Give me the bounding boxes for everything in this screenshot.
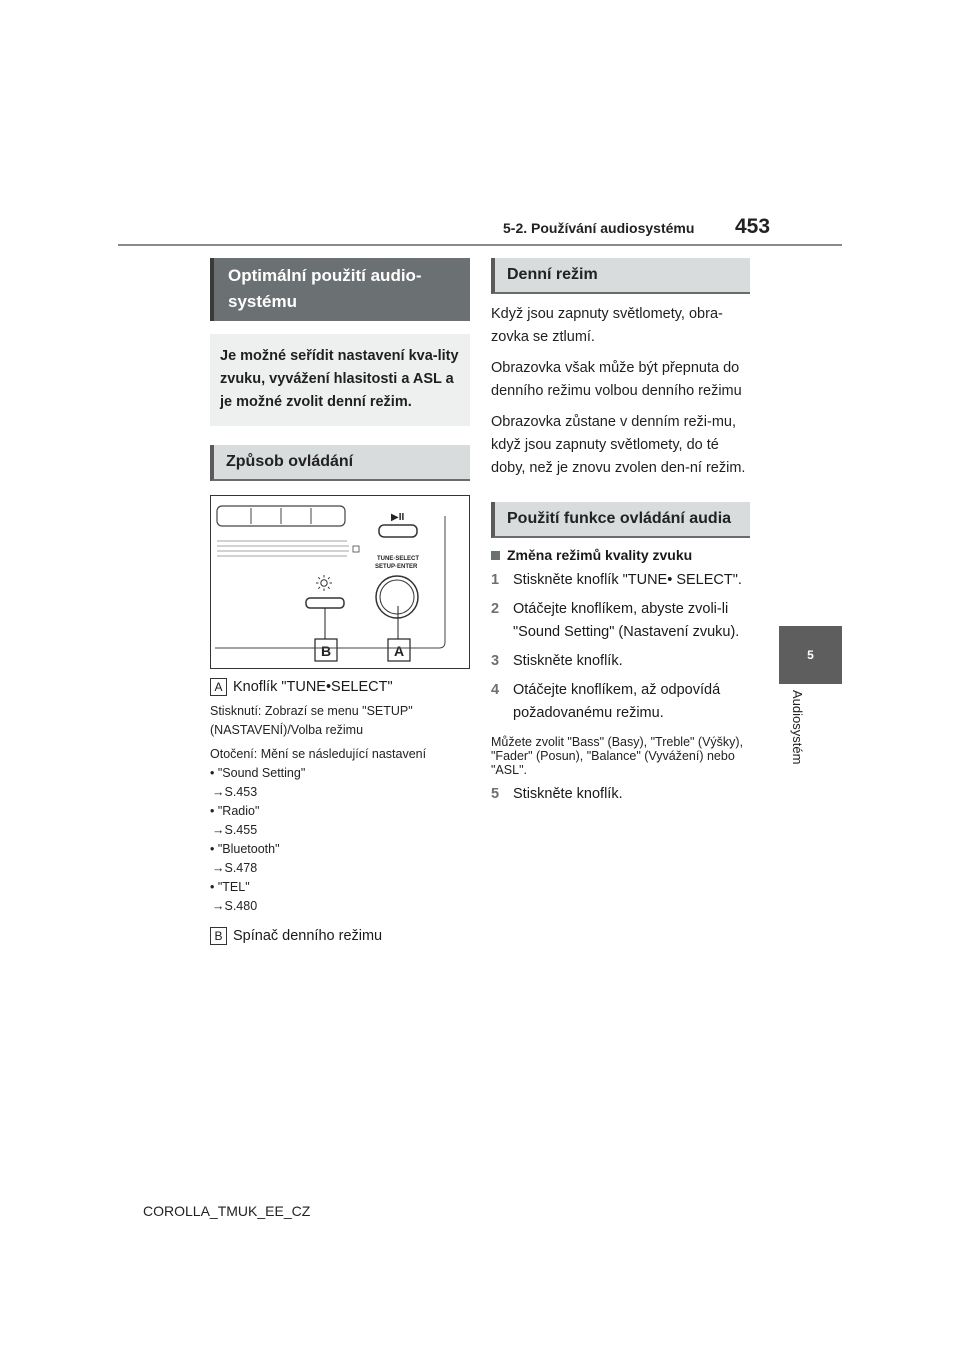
knob-label-line2: SETUP·ENTER: [375, 564, 418, 570]
bullet-tel: • "TEL": [210, 880, 250, 894]
audio-panel-illustration: [210, 495, 470, 669]
page-number: 453: [735, 215, 771, 238]
tune-select-knob: [376, 576, 418, 618]
day-mode-switch: [306, 598, 344, 608]
bullet-radio: • "Radio": [210, 804, 260, 818]
indicator-light: [353, 546, 359, 552]
step-1: [491, 569, 750, 592]
step-number: 1: [491, 572, 500, 588]
callout-label-a: A: [394, 643, 405, 659]
subhead-text: Změna režimů kvality zvuku: [507, 547, 693, 563]
ref-link-tel[interactable]: →S.480: [212, 899, 258, 913]
step-number: 3: [491, 653, 500, 669]
chapter-tab[interactable]: 5: [779, 626, 842, 684]
step-text: Otáčejte knoflíkem, až odpovídá požadovanému režimu.: [513, 682, 721, 721]
ref-link-bluetooth[interactable]: →S.478: [212, 861, 258, 875]
audio-panel-drawing: [211, 496, 469, 668]
legend-label-a: Knoflík "TUNE•SELECT": [233, 679, 393, 695]
chapter-label: [778, 690, 818, 790]
tune-select-knob-inner: [380, 580, 414, 614]
square-bullet-icon: [491, 551, 500, 560]
play-pause-button: [379, 525, 417, 537]
day-mode-paragraph-2: Obrazovka však může být přepnuta do denního režimu volbou denního režimu: [491, 360, 742, 399]
play-pause-icon: ▶II: [391, 512, 405, 523]
step-number: 4: [491, 682, 500, 698]
legend-letter-b: B: [210, 927, 227, 945]
step-number: 5: [491, 786, 500, 802]
section-heading-optimal-use: Optimální použití audio- systému: [210, 258, 470, 321]
heading-day-mode: Denní režim: [491, 258, 750, 294]
step-text: Stiskněte knoflík.: [513, 653, 623, 669]
header-divider: [118, 244, 842, 246]
ref-link-sound-setting[interactable]: →S.453: [212, 785, 258, 799]
heading-control-method: Způsob ovládání: [210, 445, 470, 481]
document-code: COROLLA_TMUK_EE_CZ: [143, 1203, 311, 1219]
heading-audio-control: Použití funkce ovládání audia: [491, 502, 750, 538]
panel-edge-curve: [439, 516, 445, 648]
section-title: 5-2. Používání audiosystému: [503, 220, 695, 236]
legend-label-b: Spínač denního režimu: [233, 928, 383, 944]
subhead-sound-quality: [491, 547, 750, 563]
legend-letter-a: A: [210, 678, 227, 696]
step-text: Stiskněte knoflík "TUNE• SELECT".: [513, 572, 742, 588]
left-column: [210, 258, 470, 946]
settings-note: Můžete zvolit "Bass" (Basy), "Treble" (Výšky), "Fader" (Posun), "Balance" (Vyvážení) nebo "ASL".: [491, 735, 744, 777]
step-3: [491, 650, 750, 673]
callout-label-b: B: [321, 643, 332, 659]
right-column: [491, 258, 750, 806]
step-number: 2: [491, 601, 500, 617]
press-description: Stisknutí: Zobrazí se menu "SETUP" (NASTAVENÍ)/Volba režimu: [210, 704, 413, 737]
step-text: Otáčejte knoflíkem, abyste zvoli-li "Sound Setting" (Nastavení zvuku).: [513, 601, 740, 640]
step-2: [491, 598, 750, 644]
legend-item-b: [210, 926, 470, 946]
turn-description: Otočení: Mění se následující nastavení: [210, 747, 427, 761]
step-text: Stiskněte knoflík.: [513, 786, 623, 802]
sun-icon: [316, 575, 332, 591]
ref-link-radio[interactable]: →S.455: [212, 823, 258, 837]
bullet-sound-setting: • "Sound Setting": [210, 766, 306, 780]
day-mode-paragraph-1: Když jsou zapnuty světlomety, obra-zovka se ztlumí.: [491, 306, 723, 345]
knob-label-line1: TUNE·SELECT: [377, 556, 419, 562]
day-mode-paragraph-3: Obrazovka zůstane v denním reži-mu, když jsou zapnuty světlomety, do té doby, než je znovu zvolen den-ní režim.: [491, 414, 746, 476]
step-4: [491, 679, 750, 725]
bullet-bluetooth: • "Bluetooth": [210, 842, 280, 856]
legend-item-a: [210, 677, 470, 697]
step-5: [491, 783, 750, 806]
chapter-label-text: Audiosystém: [790, 690, 805, 765]
intro-box: Je možné seřídit nastavení kva-lity zvuku, vyvážení hlasitosti a ASL a je možné zvolit denní režim.: [210, 334, 470, 426]
